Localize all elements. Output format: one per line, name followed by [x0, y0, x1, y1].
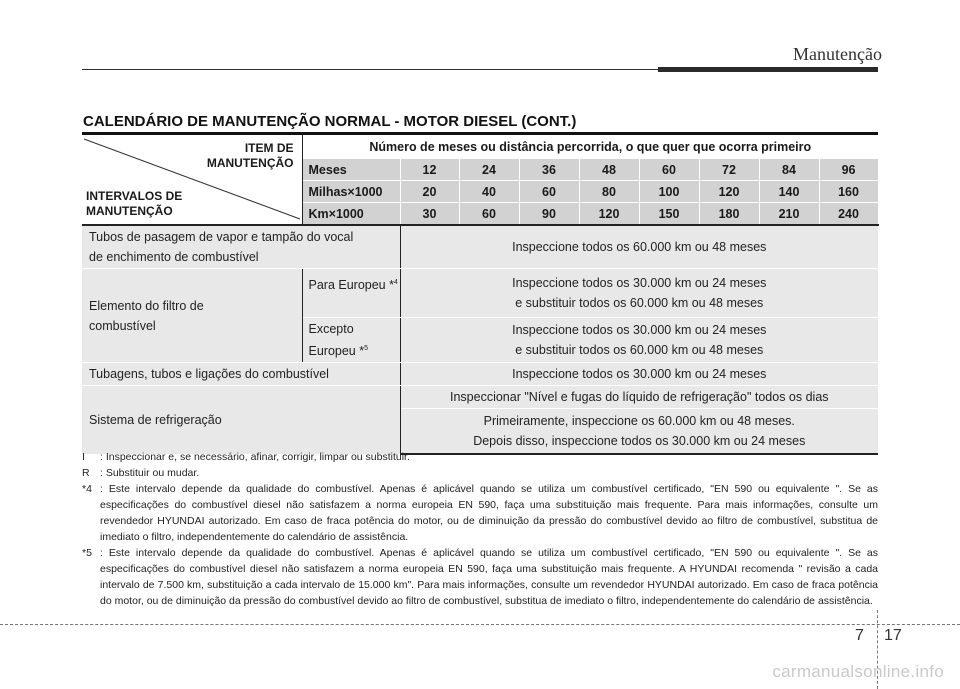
interval-value: 48	[579, 159, 639, 181]
footnote-text: : Substituir ou mudar.	[100, 467, 200, 479]
desc-vapor-tubes: Inspeccione todos os 60.000 km ou 48 meses	[400, 225, 878, 269]
footnote	[82, 481, 878, 545]
interval-value: 210	[759, 203, 819, 226]
interval-value: 12	[400, 159, 459, 181]
item-cooling-system: Sistema de refrigeração	[82, 386, 400, 455]
interval-value: 160	[819, 181, 878, 203]
footnote	[82, 465, 878, 481]
item-vapor-tubes: Tubos de pasagem de vapor e tampão do vocal de enchimento de combustível	[82, 225, 400, 269]
sub-item-europe: Para Europeu *$^4$	[302, 269, 400, 318]
footnote-key: R	[82, 467, 90, 479]
table-row	[82, 269, 878, 318]
interval-value: 80	[579, 181, 639, 203]
chapter-title: Manutenção	[793, 44, 882, 64]
interval-label-months: Meses	[302, 159, 400, 181]
desc-cooling-daily: Inspeccionar "Nível e fugas do líquido de refrigeração" todos os dias	[400, 386, 878, 409]
interval-value: 150	[639, 203, 699, 226]
interval-value: 24	[459, 159, 519, 181]
interval-value: 120	[699, 181, 759, 203]
sub-item-except-europe: Excepto Europeu *$^5$	[302, 318, 400, 363]
watermark: carmanualsonline.info	[772, 662, 944, 681]
footnote-text: : Este intervalo depende da qualidade do combustível. Apenas é aplicável quando se utiliza um combustível certificado, "EN 590 ou equivalente ". Se as especificações do combustível diesel não satisfazem a norma europeia EN 590, faça uma substituição mais frequente. A HYUNDAI recomenda " revisão a cada intervalo de 7.500 km, substituição a cada intervalo de 15.000 km". Para mais informações, consulte um revendedor HYUNDAI autorizado. Em caso de fraca potência do motor, ou de diminuição da pressão do combustível devido ao filtro de combustível, substitua de imediato o filtro, independentemente do calendário de assistência.	[100, 547, 878, 607]
table-row	[82, 386, 878, 409]
desc-cooling-interval: Primeiramente, inspeccione os 60.000 km ou 48 meses. Depois disso, inspeccione todos os 30.000 km ou 24 meses	[400, 409, 878, 455]
interval-value: 36	[519, 159, 579, 181]
interval-value: 240	[819, 203, 878, 226]
interval-value: 180	[699, 203, 759, 226]
interval-value: 40	[459, 181, 519, 203]
interval-value: 90	[519, 203, 579, 226]
header-rule	[82, 69, 662, 70]
maintenance-schedule-table	[82, 132, 879, 455]
page-number: 17	[884, 627, 902, 644]
desc-fuel-lines: Inspeccione todos os 30.000 km ou 24 meses	[400, 363, 878, 386]
maintenance-interval-heading: INTERVALOS DE MANUTENÇÃO	[86, 189, 183, 218]
interval-value: 140	[759, 181, 819, 203]
item-fuel-filter: Elemento do filtro de combustível	[82, 269, 302, 363]
footnote-key: *5	[82, 547, 92, 559]
interval-title: Número de meses ou distância percorrida, o que quer que ocorra primeiro	[302, 134, 878, 159]
interval-value: 60	[519, 181, 579, 203]
section-title: CALENDÁRIO DE MANUTENÇÃO NORMAL - MOTOR DIESEL (CONT.)	[83, 113, 577, 130]
interval-label-miles: Milhas×1000	[302, 181, 400, 203]
table-corner-header	[82, 134, 302, 226]
table-row	[82, 225, 878, 269]
interval-label-km: Km×1000	[302, 203, 400, 226]
chapter-number: 7	[855, 627, 864, 644]
maintenance-item-heading: ITEM DE MANUTENÇÃO	[206, 141, 294, 170]
desc-fuel-filter-except-europe: Inspeccione todos os 30.000 km ou 24 meses e substituir todos os 60.000 km ou 48 meses	[400, 318, 878, 363]
interval-value: 72	[699, 159, 759, 181]
footnote-text: : Inspeccionar e, se necessário, afinar, corrigir, limpar ou substituir.	[100, 451, 410, 463]
desc-fuel-filter-europe: Inspeccione todos os 30.000 km ou 24 meses e substituir todos os 60.000 km ou 48 meses	[400, 269, 878, 318]
header-rule-accent	[658, 67, 878, 72]
item-fuel-lines: Tubagens, tubos e ligações do combustível	[82, 363, 400, 386]
footnotes	[82, 449, 878, 609]
interval-value: 60	[639, 159, 699, 181]
footnote-key: I	[82, 451, 85, 463]
table-row	[82, 363, 878, 386]
footnote-text: : Este intervalo depende da qualidade do combustível. Apenas é aplicável quando se utiliza um combustível certificado, "EN 590 ou equivalente ". Se as especificações do combustível diesel não satisfazem a norma europeia EN 590, faça uma substituição mais frequente. Para mais informações, consulte um revendedor HYUNDAI autorizado. Em caso de fraca potência do motor, ou de diminuição da pressão do combustível devido ao filtro de combustível, substitua de imediato o filtro, independentemente do calendário de assistência.	[100, 483, 878, 543]
interval-value: 30	[400, 203, 459, 226]
footnote	[82, 449, 878, 465]
interval-value: 84	[759, 159, 819, 181]
footnote	[82, 545, 878, 609]
interval-value: 20	[400, 181, 459, 203]
interval-value: 96	[819, 159, 878, 181]
interval-value: 60	[459, 203, 519, 226]
interval-value: 120	[579, 203, 639, 226]
footer-rule	[0, 624, 960, 625]
footnote-key: *4	[82, 483, 92, 495]
interval-value: 100	[639, 181, 699, 203]
